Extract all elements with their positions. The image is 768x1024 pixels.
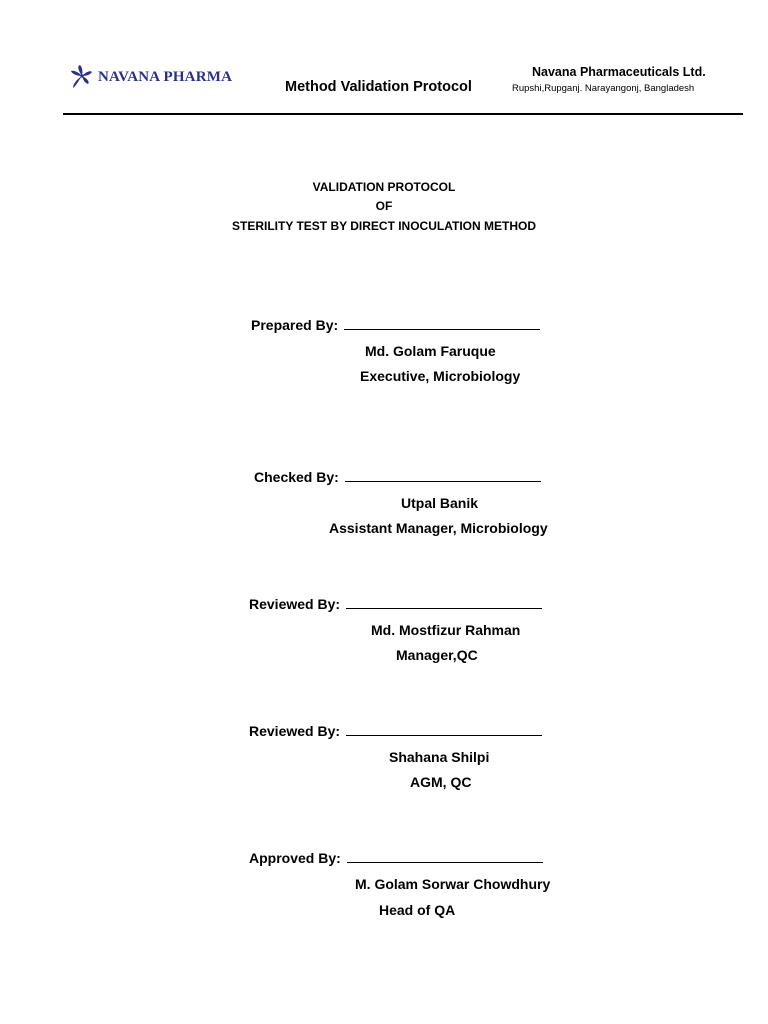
signature-line bbox=[346, 723, 542, 736]
reviewed-by-label-1 bbox=[249, 596, 542, 612]
signature-line bbox=[346, 596, 542, 609]
company-logo bbox=[68, 64, 232, 90]
company-address: Rupshi,Rupganj. Narayangonj, Bangladesh bbox=[512, 83, 695, 94]
signature-line bbox=[344, 317, 540, 330]
approved-by-label bbox=[249, 850, 543, 866]
preparer-role: Executive, Microbiology bbox=[360, 368, 521, 384]
header-divider bbox=[63, 113, 743, 115]
logo-text: NAVANA PHARMA bbox=[98, 68, 233, 85]
signature-label: Prepared By: bbox=[251, 317, 339, 333]
reviewer-1-role: Manager,QC bbox=[396, 647, 478, 663]
signature-label: Checked By: bbox=[254, 469, 339, 485]
approver-name: M. Golam Sorwar Chowdhury bbox=[355, 876, 551, 892]
protocol-title-line-3: STERILITY TEST BY DIRECT INOCULATION METHOD bbox=[231, 219, 536, 233]
signature-label: Reviewed By: bbox=[249, 723, 341, 739]
reviewer-2-name: Shahana Shilpi bbox=[389, 749, 490, 765]
reviewer-2-role: AGM, QC bbox=[410, 774, 472, 790]
protocol-title-line-2: OF bbox=[375, 199, 393, 213]
checked-by-label bbox=[254, 469, 541, 485]
reviewer-1-name: Md. Mostfizur Rahman bbox=[371, 622, 521, 638]
reviewed-by-label-2 bbox=[249, 723, 542, 739]
signature-label: Reviewed By: bbox=[249, 596, 341, 612]
signature-label: Approved By: bbox=[249, 850, 341, 866]
company-name: Navana Pharmaceuticals Ltd. bbox=[532, 65, 706, 79]
prepared-by-label bbox=[251, 317, 540, 333]
approver-role: Head of QA bbox=[379, 902, 456, 918]
navana-flower-icon bbox=[68, 64, 96, 90]
protocol-title-line-1: VALIDATION PROTOCOL bbox=[312, 180, 456, 194]
checker-name: Utpal Banik bbox=[401, 495, 479, 511]
signature-line bbox=[347, 850, 543, 863]
document-title: Method Validation Protocol bbox=[285, 79, 472, 95]
checker-role: Assistant Manager, Microbiology bbox=[329, 520, 548, 536]
preparer-name: Md. Golam Faruque bbox=[365, 343, 496, 359]
signature-line bbox=[345, 469, 541, 482]
